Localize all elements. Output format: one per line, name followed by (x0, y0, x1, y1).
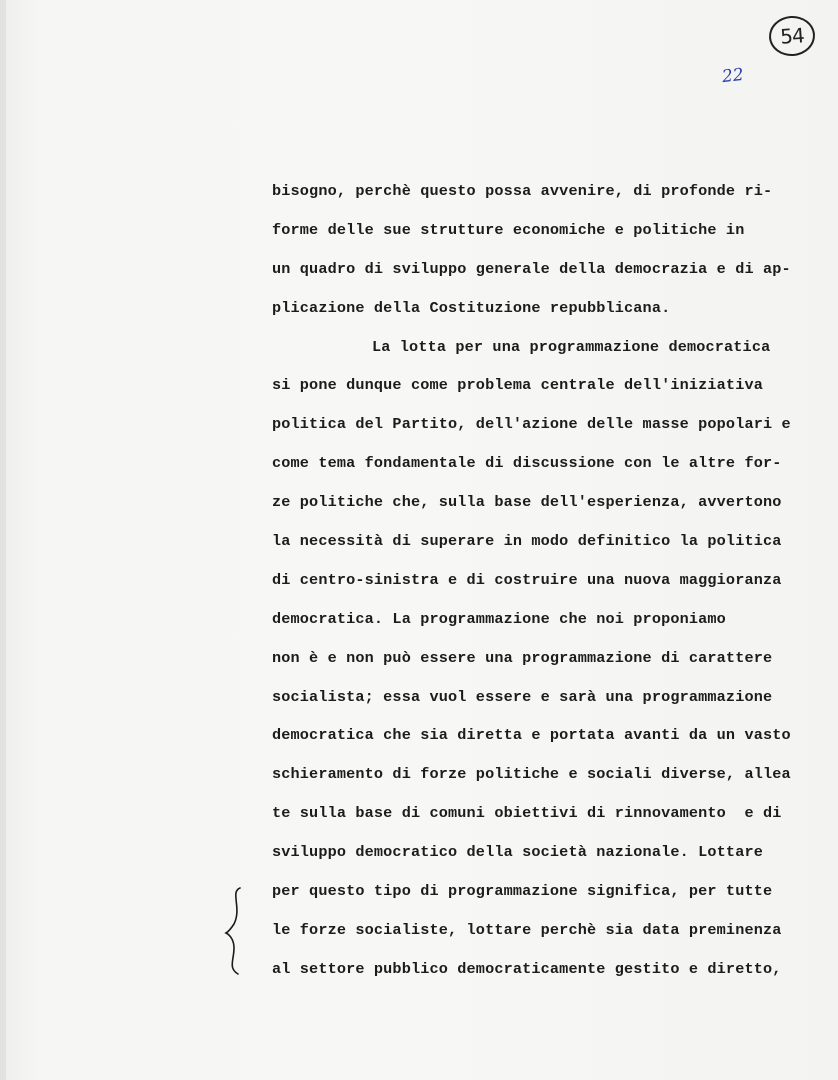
text-line: democratica che sia diretta e portata avanti da un vasto (272, 726, 791, 745)
text-line: democratica. La programmazione che noi proponiamo (272, 609, 726, 628)
text-line: te sulla base di comuni obiettivi di rinnovamento e di (272, 804, 782, 823)
text-line: le forze socialiste, lottare perchè sia data preminenza (272, 920, 782, 939)
circled-page-number (768, 14, 817, 57)
text-line: per questo tipo di programmazione significa, per tutte (272, 882, 773, 901)
typewritten-body-text (272, 172, 832, 989)
text-line: forme delle sue strutture economiche e politiche in (272, 220, 745, 239)
text-line: di centro-sinistra e di costruire una nuova maggioranza (272, 570, 782, 589)
curly-brace-mark (222, 886, 252, 976)
text-line: si pone dunque come problema centrale dell'iniziativa (272, 376, 763, 395)
text-line: come tema fondamentale di discussione con le altre for- (272, 454, 782, 473)
text-line: La lotta per una programmazione democratica (372, 337, 771, 356)
text-line: non è e non può essere una programmazione di carattere (272, 648, 773, 667)
text-line: al settore pubblico democraticamente gestito e diretto, (272, 959, 782, 978)
text-line: schieramento di forze politiche e sociali diverse, allea (272, 765, 791, 784)
text-line: ze politiche che, sulla base dell'esperienza, avvertono (272, 493, 782, 512)
text-line: plicazione della Costituzione repubblicana. (272, 298, 671, 317)
text-line: un quadro di sviluppo generale della democrazia e di ap- (272, 259, 791, 278)
page-edge-shadow (0, 0, 6, 1080)
handwritten-sheet-number: 22 (721, 64, 745, 88)
text-line: sviluppo democratico della società nazionale. Lottare (272, 843, 763, 862)
circled-page-number-text: 54 (779, 23, 805, 49)
text-line: politica del Partito, dell'azione delle masse popolari e (272, 415, 791, 434)
text-line: la necessità di superare in modo definitico la politica (272, 532, 782, 551)
text-line: bisogno, perchè questo possa avvenire, di profonde ri- (272, 182, 773, 200)
text-line: socialista; essa vuol essere e sarà una programmazione (272, 687, 773, 706)
